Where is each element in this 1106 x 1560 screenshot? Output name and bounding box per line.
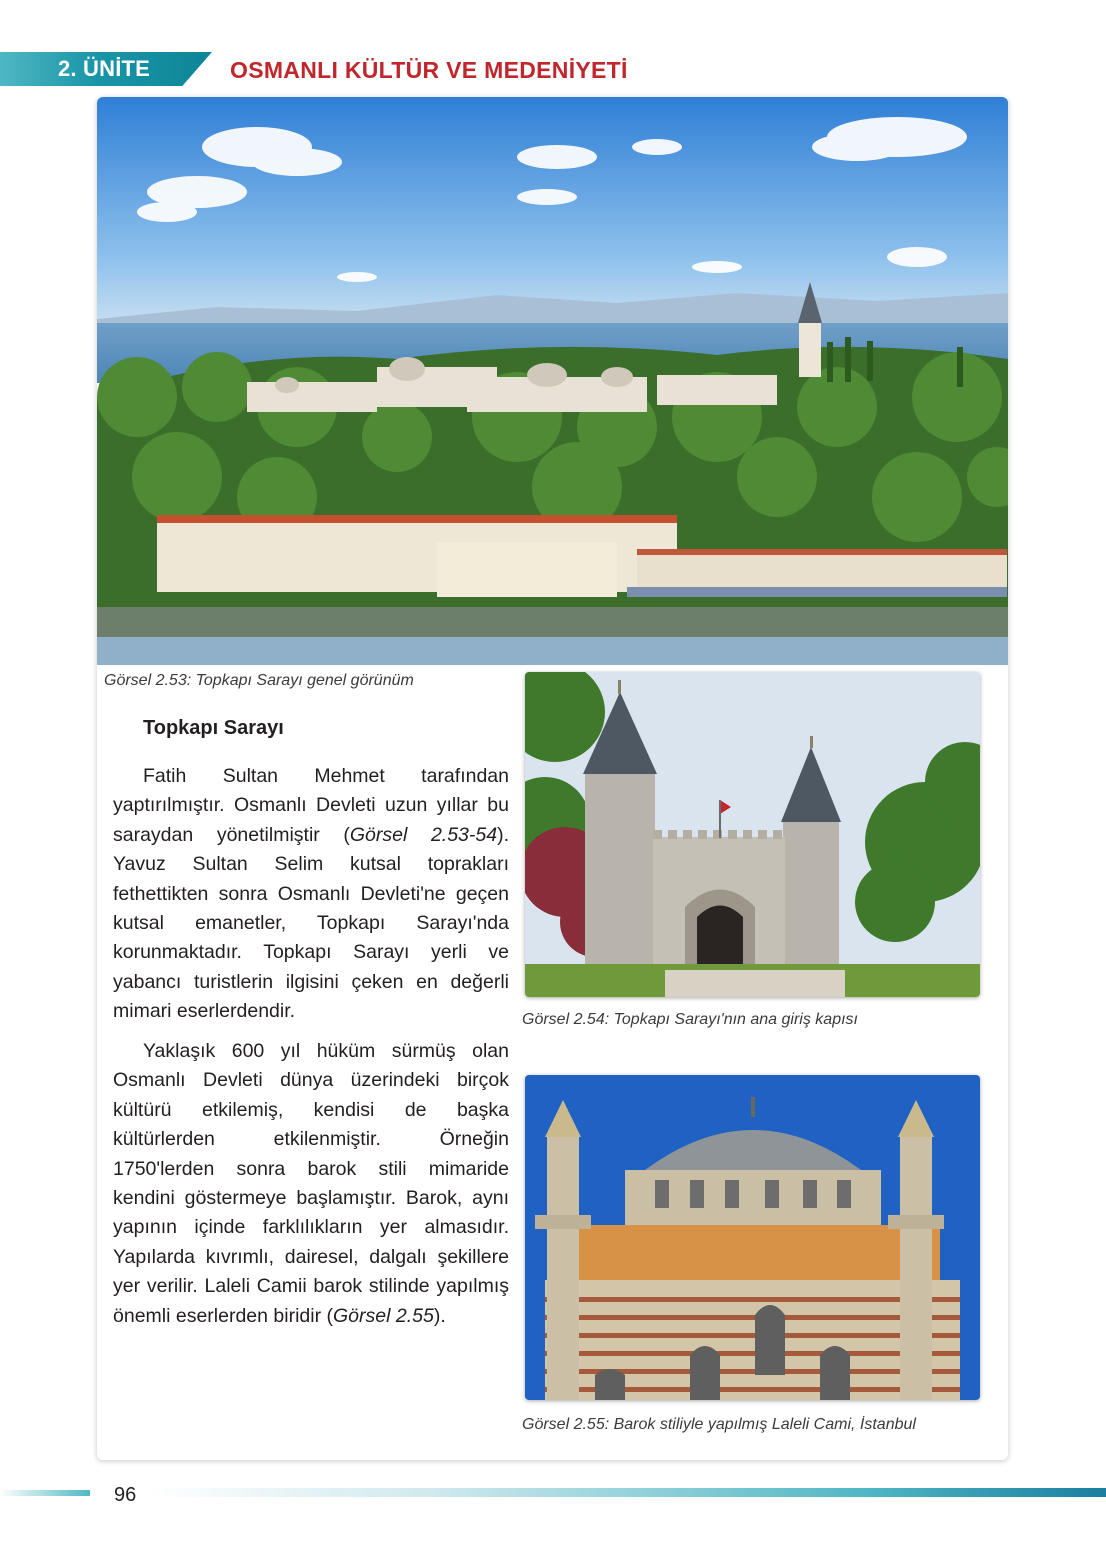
page-number: 96: [114, 1484, 137, 1506]
figure-caption-2-55: Görsel 2.55: Barok stiliyle yapılmış Laleli Cami, İstanbul: [522, 1416, 916, 1433]
figure-caption-2-54: Görsel 2.54: Topkapı Sarayı'nın ana giriş kapısı: [522, 1011, 858, 1028]
figure-reference: Görsel 2.55: [333, 1304, 434, 1327]
paragraph-2: [113, 1037, 509, 1331]
paragraph-1-text-b: ). Yavuz Sultan Selim kutsal toprakları fethettikten sonra Osmanlı Devleti'ne geçen kutsal emanetler, Topkapı Sarayı'nda korunmaktadır. Topkapı Sarayı yerli ve yabancı turistlerin ilgisini çeken en değerli mimari eserlerdendir.: [113, 823, 509, 1023]
figure-reference: Görsel 2.53-54: [349, 823, 498, 846]
laleli-mosque-photo: [525, 1075, 980, 1400]
chapter-title: OSMANLI KÜLTÜR VE MEDENİYETİ: [230, 57, 628, 83]
paragraph-2-text-a: Yaklaşık 600 yıl hüküm sürmüş olan Osmanlı Devleti dünya üzerindeki birçok kültürü etkilemiş, kendisi de başka kültürlerden etkilenmiştir. Örneğin 1750'lerden sonra barok stili mimaride kendini göstermeye başlamıştır. Barok, aynı yapının içinde farklılıkların yer almasıdır. Yapılarda kıvrımlı, dairesel, dalgalı şekillere yer verilir. Laleli Camii barok stilinde yapılmış önemli eserlerden biridir (: [113, 1040, 509, 1327]
unit-label: 2. ÜNİTE: [58, 56, 151, 81]
topkapi-gate-photo: [525, 672, 980, 997]
figure-caption-2-53: Görsel 2.53: Topkapı Sarayı genel görünüm: [104, 672, 414, 689]
topkapi-panorama-photo: [97, 97, 1008, 665]
section-heading: Topkapı Sarayı: [143, 717, 284, 739]
paragraph-2-text-b: ).: [433, 1304, 446, 1327]
footer-rule-left: [0, 1490, 90, 1496]
paragraph-1: [113, 762, 509, 1027]
paragraph-1-text-a: Fatih Sultan Mehmet tarafından yaptırılmıştır. Osmanlı Devleti uzun yıllar bu saraydan yönetilmiştir (: [113, 765, 509, 846]
footer-rule-right: [150, 1488, 1106, 1497]
